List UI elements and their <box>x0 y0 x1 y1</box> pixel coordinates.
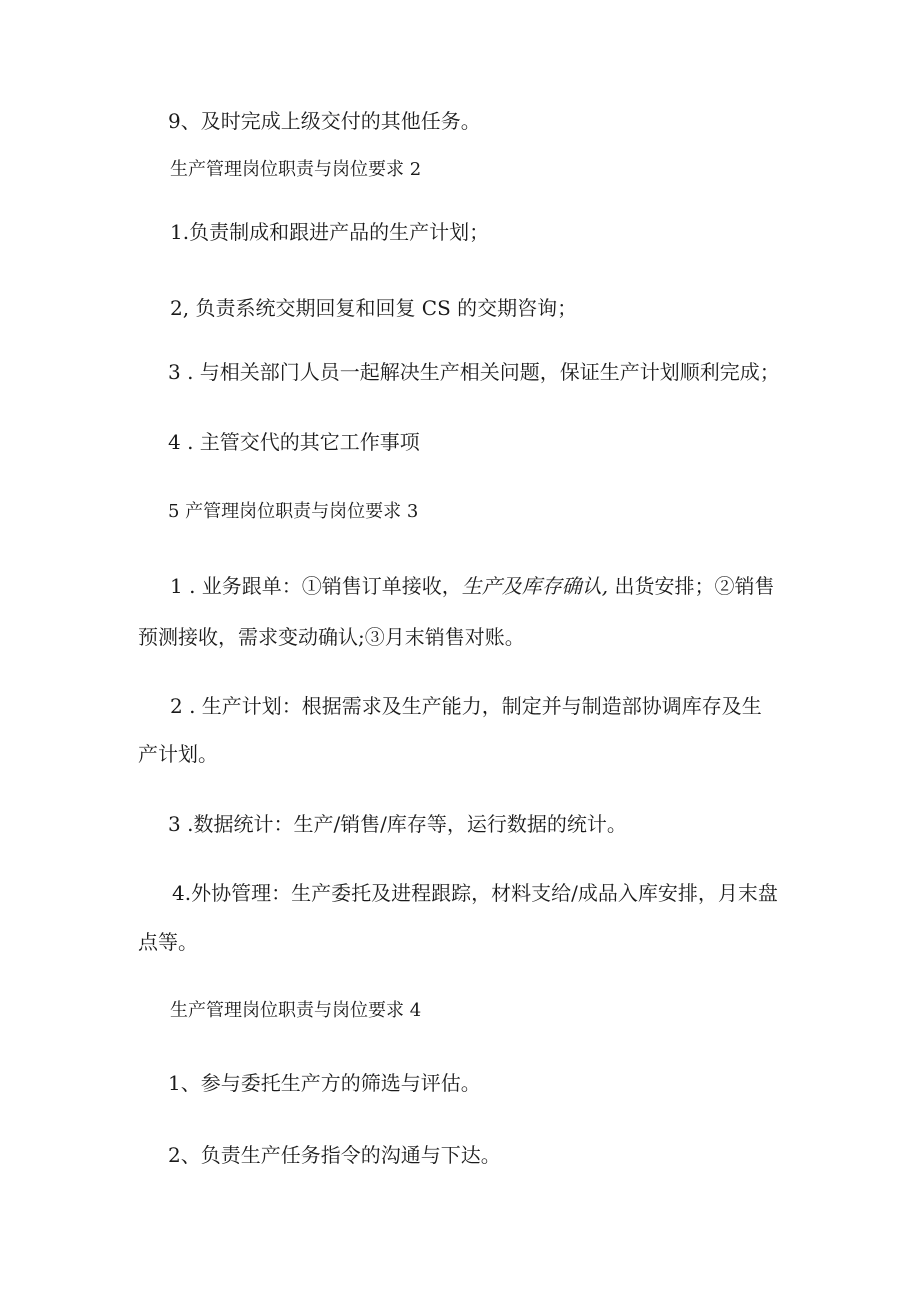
section-heading-4: 生产管理岗位职责与岗位要求 4 <box>170 1000 422 1021</box>
section3-item-1-italic: 生产及库存确认, <box>461 574 609 598</box>
section4-item-2: 2、负责生产任务指令的沟通与下达。 <box>168 1143 501 1167</box>
item-9-complete-tasks: 9、及时完成上级交付的其他任务。 <box>168 109 481 133</box>
section2-item-1: 1.负责制成和跟进产品的生产计划； <box>170 220 490 244</box>
section3-item-1-text-a: 1 . 业务跟单：①销售订单接收， <box>170 574 462 598</box>
section3-item-1-line-2: 预测接收，需求变动确认;③月末销售对账。 <box>138 625 525 649</box>
section3-item-1-text-b: 出货安排；②销售 <box>608 574 775 598</box>
section3-item-3: 3 .数据统计：生产/销售/库存等，运行数据的统计。 <box>168 812 627 836</box>
section3-item-4-line-1: 4.外协管理：生产委托及进程跟踪，材料支给/成品入库安排，月末盘 <box>172 881 778 905</box>
section2-item-3: 3 . 与相关部门人员一起解决生产相关问题，保证生产计划顺利完成； <box>168 360 780 384</box>
section3-item-4-line-2: 点等。 <box>138 930 198 954</box>
section3-item-1-line-1 <box>170 573 775 599</box>
section2-item-4: 4 . 主管交代的其它工作事项 <box>168 430 420 454</box>
section2-item-2: 2, 负责系统交期回复和回复 CS 的交期咨询； <box>170 296 578 320</box>
section3-item-2-line-2: 产计划。 <box>138 742 218 766</box>
section-heading-2: 生产管理岗位职责与岗位要求 2 <box>170 159 422 180</box>
section3-item-2-line-1: 2 . 生产计划：根据需求及生产能力，制定并与制造部协调库存及生 <box>170 694 762 718</box>
section4-item-1: 1、参与委托生产方的筛选与评估。 <box>168 1071 481 1095</box>
section-heading-3: 5 产管理岗位职责与岗位要求 3 <box>168 501 419 522</box>
